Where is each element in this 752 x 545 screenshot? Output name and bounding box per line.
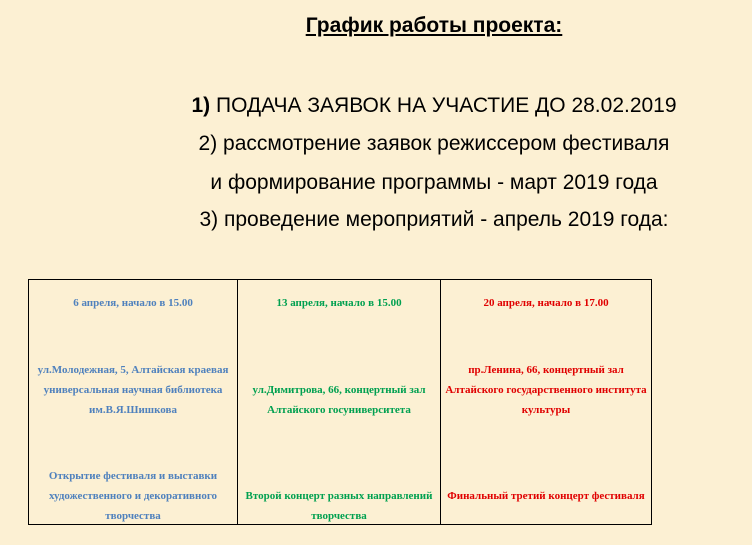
- schedule-item-2-line-2: и формирование программы - март 2019 года: [210, 171, 658, 194]
- page-title: График работы проекта:: [305, 14, 563, 37]
- event-address: пр.Ленина, 66, концертный зал Алтайского государственного института культуры: [445, 364, 647, 416]
- schedule-item-1-text: ПОДАЧА ЗАЯВОК НА УЧАСТИЕ ДО 28.02.2019: [215, 94, 677, 117]
- event-address: ул.Димитрова, 66, концертный зал Алтайского госуниверситета: [252, 384, 426, 416]
- event-cell-april-20: [441, 280, 651, 524]
- event-date: 13 апреля, начало в 15.00: [276, 297, 402, 309]
- event-address: ул.Молодежная, 5, Алтайская краевая универсальная научная библиотека им.В.Я.Шишкова: [37, 364, 229, 416]
- schedule-item-1-number: 1): [191, 94, 211, 117]
- event-description: Финальный третий концерт фестиваля: [447, 490, 645, 502]
- event-date: 6 апреля, начало в 15.00: [73, 297, 193, 309]
- event-cell-april-13: [238, 280, 441, 524]
- events-table: [28, 279, 652, 525]
- event-cell-april-6: [29, 280, 238, 524]
- schedule-item-1: [0, 94, 752, 118]
- event-description: Второй концерт разных направлений творчества: [245, 490, 433, 522]
- schedule-item-3: 3) проведение мероприятий - апрель 2019 года:: [199, 208, 669, 231]
- schedule-item-2-line-1: 2) рассмотрение заявок режиссером фестиваля: [198, 132, 670, 155]
- event-date: 20 апреля, начало в 17.00: [483, 297, 609, 309]
- event-description: Открытие фестиваля и выставки художественного и декоративного творчества: [48, 470, 218, 522]
